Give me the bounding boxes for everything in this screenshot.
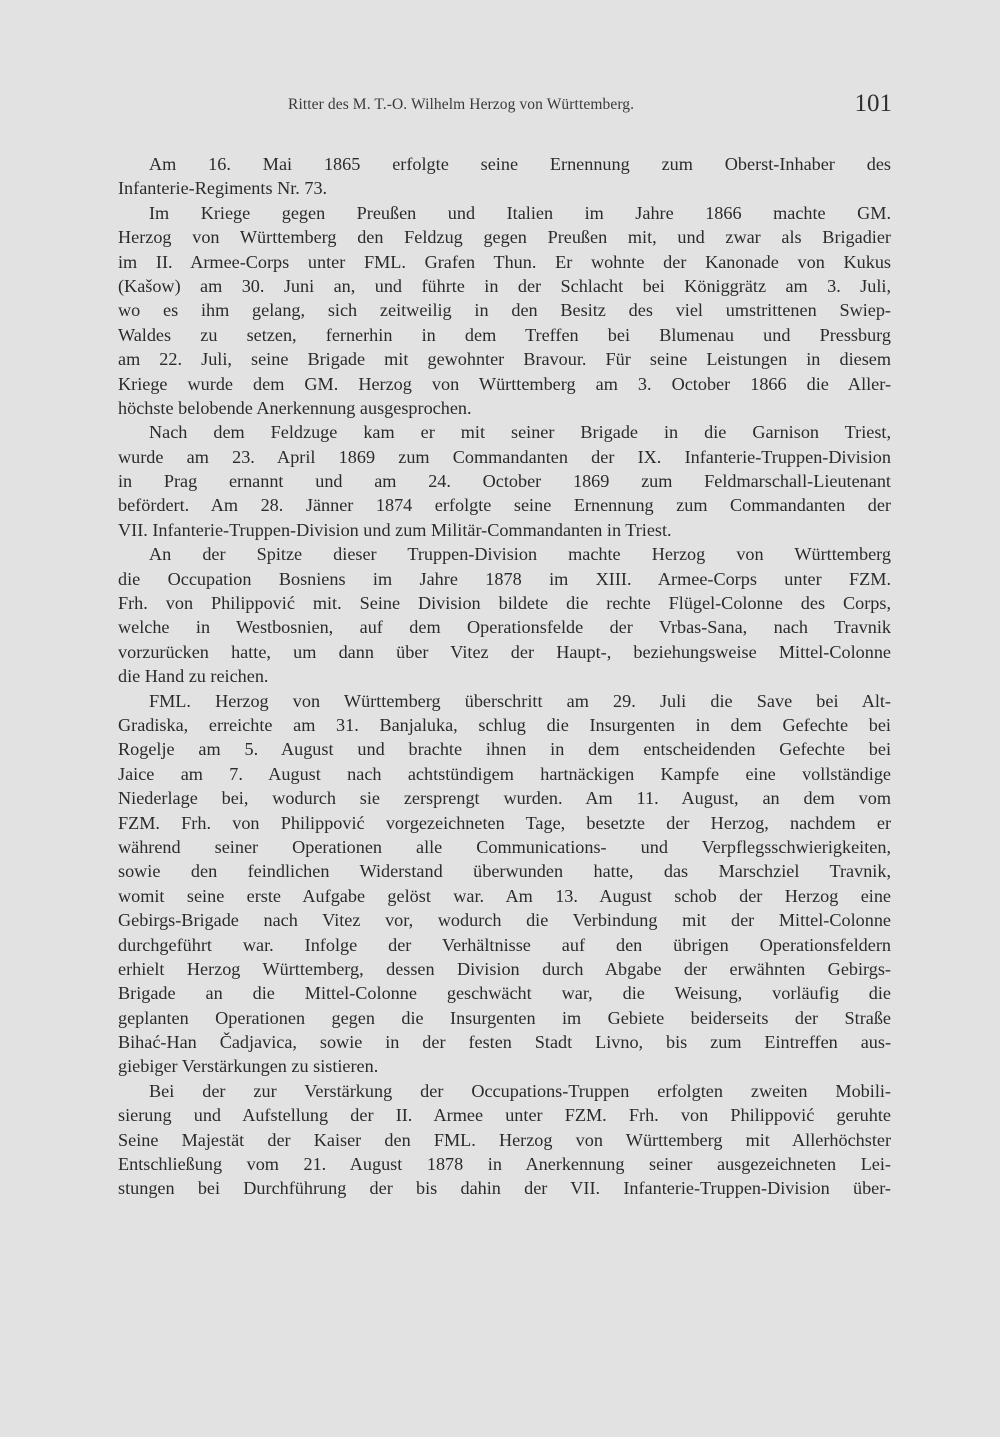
text-line: höchste belobende Anerkennung ausgesprochen. [118, 397, 472, 418]
text-line: wurde am 23. April 1869 zum Commandanten der IX. Infanterie-Truppen-Division [118, 446, 891, 467]
text-line: durchgeführt war. Infolge der Verhältnisse auf den übrigen Operationsfeldern [118, 934, 891, 955]
text-line: erhielt Herzog Württemberg, dessen Division durch Abgabe der erwähnten Gebirgs- [118, 958, 891, 979]
text-line: Frh. von Philippović mit. Seine Division bildete die rechte Flügel-Colonne des Corps, [118, 593, 891, 614]
text-line: befördert. Am 28. Jänner 1874 erfolgte seine Ernennung zum Commandanten der [118, 495, 891, 516]
text-line: womit seine erste Aufgabe gelöst war. Am 13. August schob der Herzog eine [118, 885, 891, 906]
text-line: Kriege wurde dem GM. Herzog von Württemberg am 3. October 1866 die Aller- [118, 373, 891, 394]
body-text [118, 152, 891, 1201]
text-line: Bei der zur Verstärkung der Occupations-Truppen erfolgten zweiten Mobili- [149, 1080, 891, 1101]
text-line: sowie den feindlichen Widerstand überwunden hatte, das Marschziel Travnik, [118, 861, 891, 882]
text-line: Nach dem Feldzuge kam er mit seiner Brigade in die Garnison Triest, [149, 422, 891, 443]
text-line: Jaice am 7. August nach achtstündigem hartnäckigen Kampfe eine vollständige [118, 763, 891, 784]
text-line: Seine Majestät der Kaiser den FML. Herzog von Württemberg mit Allerhöchster [118, 1129, 891, 1150]
text-line: welche in Westbosnien, auf dem Operationsfelde der Vrbas-Sana, nach Travnik [118, 617, 891, 638]
text-line: giebiger Verstärkungen zu sistieren. [118, 1056, 379, 1077]
text-line: Infanterie-Regiments Nr. 73. [118, 178, 328, 199]
text-line: VII. Infanterie-Truppen-Division und zum Militär-Commandanten in Triest. [118, 519, 672, 540]
text-line: (Kašow) am 30. Juni an, und führte in der Schlacht bei Königgrätz am 3. Juli, [118, 275, 891, 296]
text-line: Herzog von Württemberg den Feldzug gegen Preußen mit, und zwar als Brigadier [118, 227, 891, 248]
text-line: vorzurücken hatte, um dann über Vitez der Haupt-, beziehungsweise Mittel-Colonne [118, 641, 891, 662]
page-number: 101 [854, 90, 892, 117]
text-line: stungen bei Durchführung der bis dahin der VII. Infanterie-Truppen-Division über- [118, 1178, 891, 1199]
text-line: Waldes zu setzen, fernerhin in dem Treffen bei Blumenau und Pressburg [118, 324, 891, 345]
text-line: sierung und Aufstellung der II. Armee unter FZM. Frh. von Philippović geruhte [118, 1105, 891, 1126]
text-line: Bihać-Han Čadjavica, sowie in der festen Stadt Livno, bis zum Eintreffen aus- [118, 1032, 891, 1053]
text-line: Brigade an die Mittel-Colonne geschwächt war, die Weisung, vorläufig die [118, 983, 891, 1004]
text-line: während seiner Operationen alle Communications- und Verpflegsschwierigkeiten, [118, 836, 891, 857]
text-line: An der Spitze dieser Truppen-Division machte Herzog von Württemberg [149, 544, 891, 565]
text-line: wo es ihm gelang, sich zeitweilig in den Besitz des viel umstrittenen Swiep- [118, 300, 891, 321]
text-line: die Hand zu reichen. [118, 666, 269, 687]
text-line: am 22. Juli, seine Brigade mit gewohnter Bravour. Für seine Leistungen in diesem [118, 349, 891, 370]
running-title: Ritter des M. T.-O. Wilhelm Herzog von Württemberg. [288, 96, 635, 113]
text-line: die Occupation Bosniens im Jahre 1878 im XIII. Armee-Corps unter FZM. [118, 568, 891, 589]
text-line: FZM. Frh. von Philippović vorgezeichneten Tage, besetzte der Herzog, nachdem er [118, 812, 891, 833]
text-line: geplanten Operationen gegen die Insurgenten im Gebiete beiderseits der Straße [118, 1007, 891, 1028]
text-line: FML. Herzog von Württemberg überschritt am 29. Juli die Save bei Alt- [149, 690, 891, 711]
text-line: Gradiska, erreichte am 31. Banjaluka, schlug die Insurgenten in dem Gefechte bei [118, 714, 891, 735]
text-line: Im Kriege gegen Preußen und Italien im Jahre 1866 machte GM. [149, 202, 891, 223]
text-line: Gebirgs-Brigade nach Vitez vor, wodurch die Verbindung mit der Mittel-Colonne [118, 910, 891, 931]
text-line: Niederlage bei, wodurch sie zersprengt wurden. Am 11. August, an dem vom [118, 788, 891, 809]
text-line: Am 16. Mai 1865 erfolgte seine Ernennung zum Oberst-Inhaber des [149, 154, 891, 174]
text-line: Rogelje am 5. August und brachte ihnen in dem entscheidenden Gefechte bei [118, 739, 891, 760]
text-line: in Prag ernannt und am 24. October 1869 zum Feldmarschall-Lieutenant [118, 471, 891, 492]
page-header [288, 90, 892, 126]
text-line: Entschließung vom 21. August 1878 in Anerkennung seiner ausgezeichneten Lei- [118, 1154, 891, 1175]
text-line: im II. Armee-Corps unter FML. Grafen Thun. Er wohnte der Kanonade von Kukus [118, 251, 891, 272]
